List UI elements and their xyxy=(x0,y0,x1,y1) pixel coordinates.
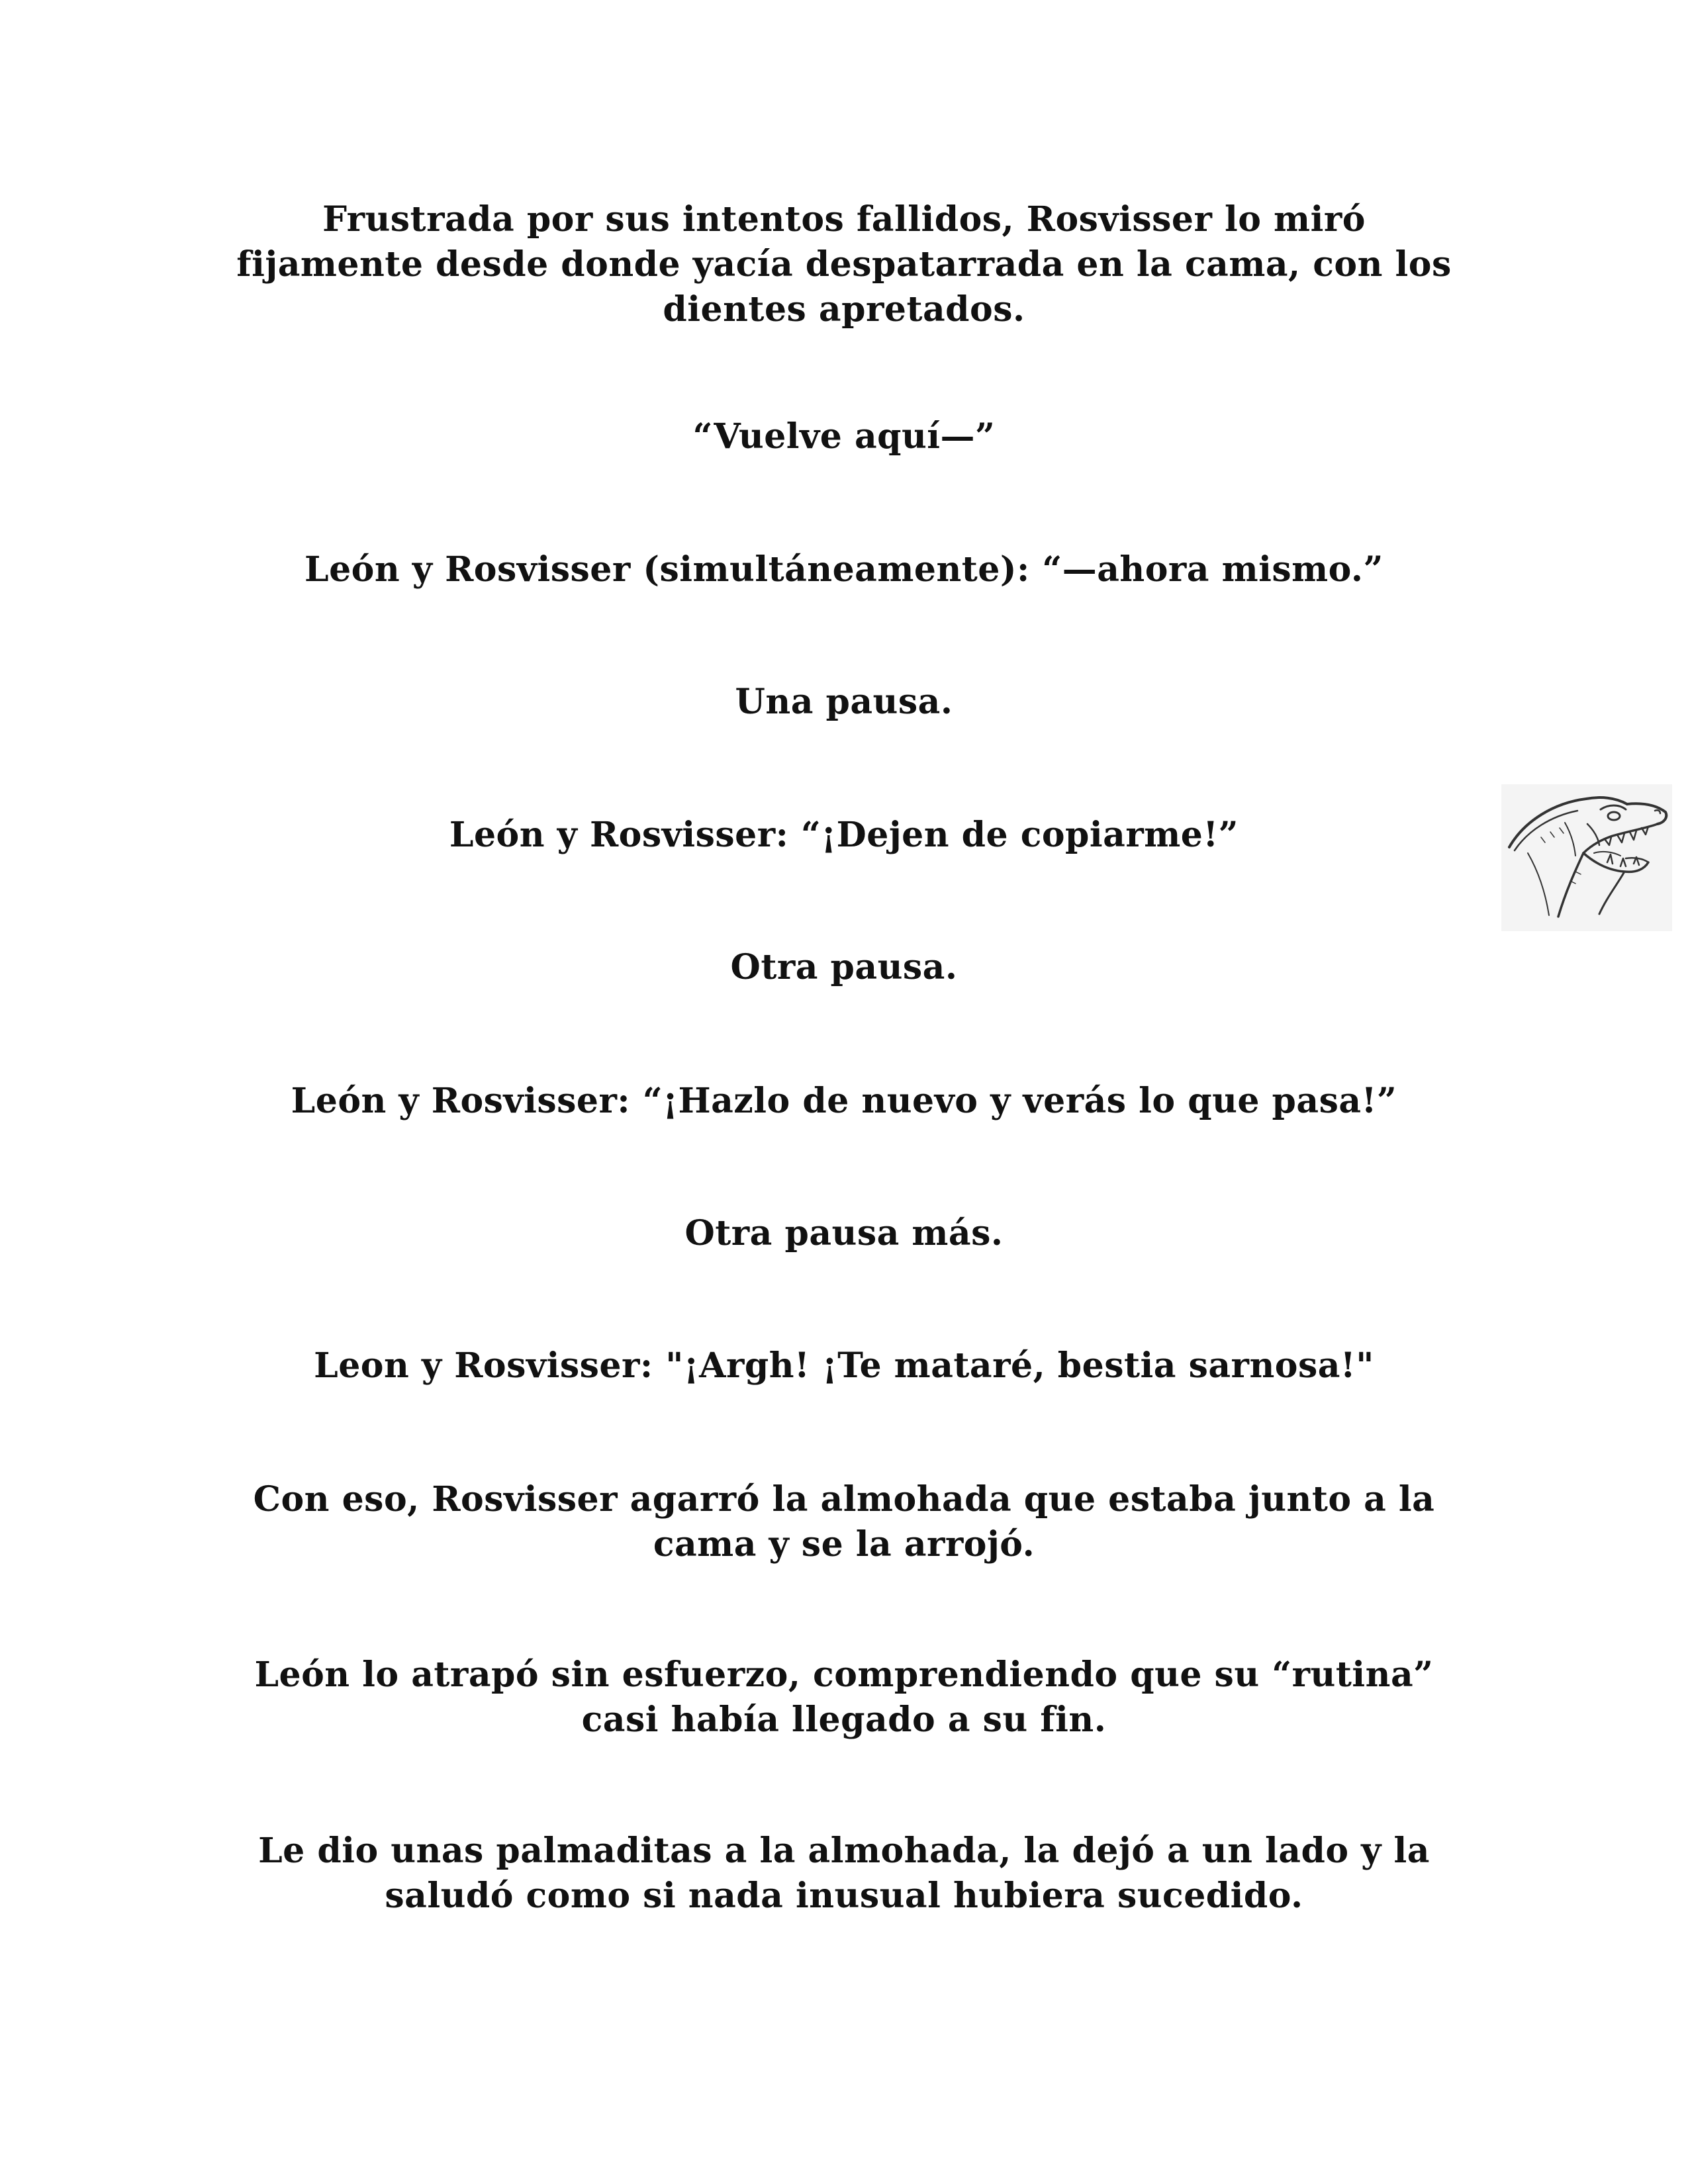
paragraph-line: Frustrada por sus intentos fallidos, Rosvisser lo miró xyxy=(322,199,1366,240)
paragraph-12 xyxy=(218,1829,1470,1919)
paragraph-line: León y Rosvisser: “¡Dejen de copiarme!” xyxy=(449,815,1239,855)
paragraph-line: Con eso, Rosvisser agarró la almohada que estaba junto a la xyxy=(253,1479,1435,1520)
paragraph-1 xyxy=(218,197,1470,332)
paragraph-7 xyxy=(218,1079,1470,1124)
paragraph-line: casi había llegado a su fin. xyxy=(581,1700,1107,1740)
paragraph-5 xyxy=(218,813,1470,858)
paragraph-line: cama y se la arrojó. xyxy=(653,1524,1035,1565)
paragraph-6 xyxy=(218,945,1470,990)
paragraph-line: dientes apretados. xyxy=(663,289,1025,330)
paragraph-3 xyxy=(218,547,1470,592)
paragraph-2 xyxy=(218,414,1470,459)
dinosaur-head-sketch-icon xyxy=(1501,784,1672,931)
paragraph-8 xyxy=(218,1211,1470,1256)
paragraph-9 xyxy=(218,1343,1470,1388)
paragraph-line: León y Rosvisser (simultáneamente): “—ahora mismo.” xyxy=(305,549,1383,590)
paragraph-line: Otra pausa. xyxy=(730,947,958,987)
paragraph-line: León lo atrapó sin esfuerzo, comprendiendo que su “rutina” xyxy=(254,1655,1434,1695)
paragraph-line: Leon y Rosvisser: "¡Argh! ¡Te mataré, bestia sarnosa!" xyxy=(314,1345,1374,1386)
paragraph-line: saludó como si nada inusual hubiera sucedido. xyxy=(385,1876,1303,1916)
paragraph-line: Le dio unas palmaditas a la almohada, la dejó a un lado y la xyxy=(258,1831,1430,1871)
paragraph-line: Una pausa. xyxy=(735,682,953,722)
paragraph-line: Otra pausa más. xyxy=(684,1213,1004,1253)
paragraph-line: “Vuelve aquí—” xyxy=(692,416,996,457)
paragraph-10 xyxy=(218,1477,1470,1567)
paragraph-11 xyxy=(218,1653,1470,1743)
paragraph-line: León y Rosvisser: “¡Hazlo de nuevo y verás lo que pasa!” xyxy=(291,1081,1397,1121)
paragraph-line: fijamente desde donde yacía despatarrada en la cama, con los xyxy=(236,244,1452,285)
paragraph-4 xyxy=(218,680,1470,725)
